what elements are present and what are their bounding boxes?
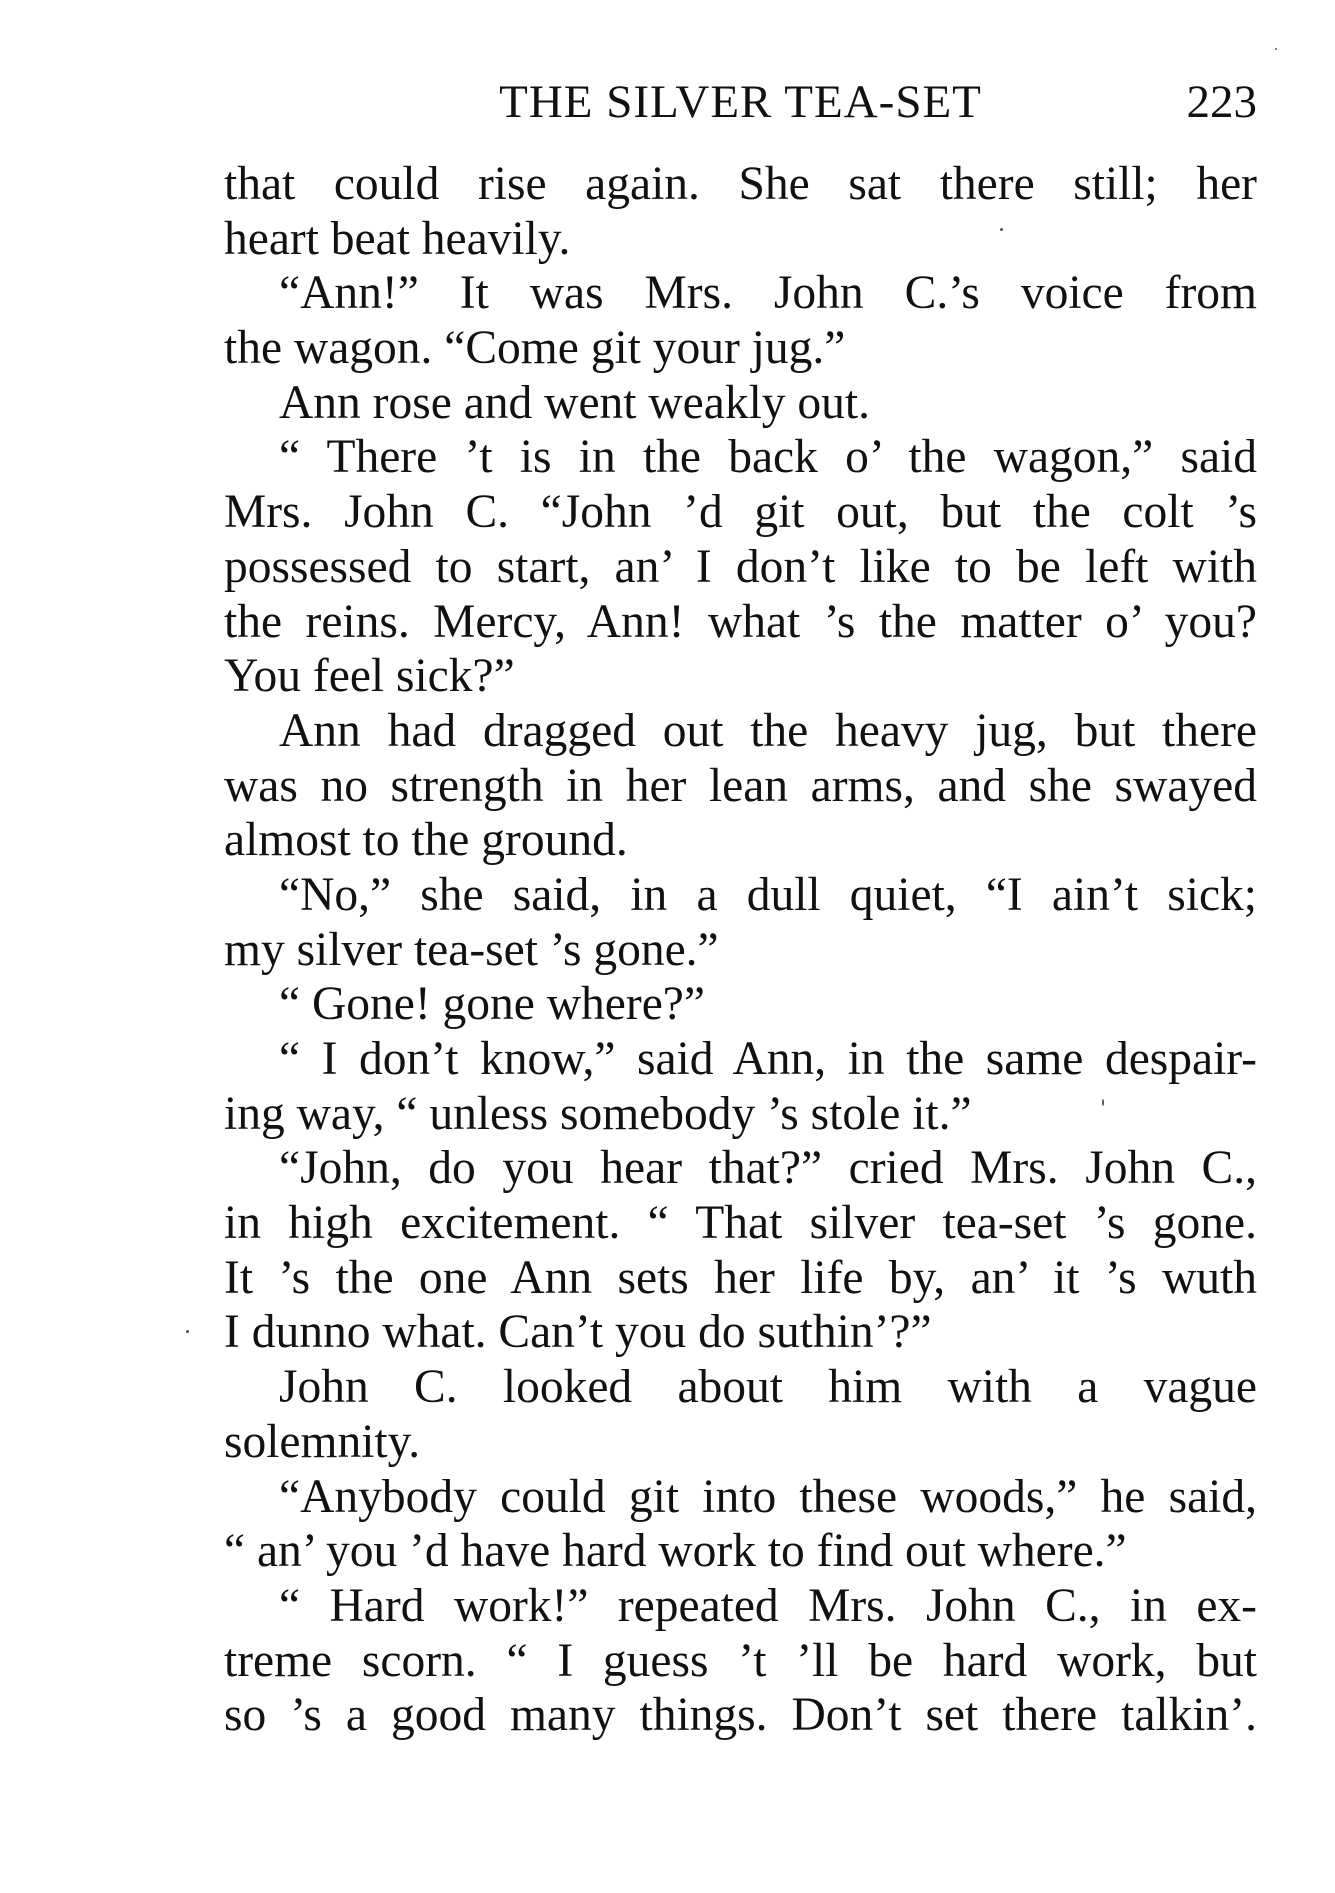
text-line: the reins. Mercy, Ann! what ’s the matter o’ you? (224, 595, 1257, 648)
text-line: Ann rose and went weakly out. (279, 376, 870, 429)
text-line: treme scorn. “ I guess ’t ’ll be hard work, but (224, 1634, 1257, 1687)
text-line: “ There ’t is in the back o’ the wagon,” said (279, 431, 1257, 484)
running-head (224, 72, 1257, 132)
text-line: “ Gone! gone where?” (279, 978, 705, 1031)
text-line: “ I don’t know,” said Ann, in the same despair- (279, 1033, 1257, 1085)
text-line: “Ann!” It was Mrs. John C.’s voice from (279, 267, 1257, 320)
body-text (224, 157, 1257, 1743)
page-number: 223 (1186, 76, 1257, 128)
text-line: “John, do you hear that?” cried Mrs. John C., (279, 1142, 1257, 1195)
text-line: “Anybody could git into these woods,” he said, (279, 1470, 1257, 1523)
text-line: solemnity. (224, 1415, 421, 1468)
print-speck (1275, 48, 1277, 50)
text-line: “No,” she said, in a dull quiet, “I ain’t sick; (279, 868, 1257, 921)
text-line: that could rise again. She sat there still; her (224, 158, 1257, 210)
text-line: my silver tea-set ’s gone.” (224, 923, 719, 976)
text-line: “ an’ you ’d have hard work to find out where.” (224, 1525, 1127, 1578)
text-line: You feel sick?” (224, 650, 515, 703)
text-line: Mrs. John C. “John ’d git out, but the colt ’s (224, 486, 1257, 539)
text-line: heart beat heavily. (224, 212, 571, 265)
text-line: in high excitement. “ That silver tea-set ’s gone. (224, 1197, 1257, 1250)
text-line: almost to the ground. (224, 814, 628, 867)
text-line: the wagon. “Come git your jug.” (224, 322, 846, 375)
text-line: John C. looked about him with a vague (279, 1361, 1257, 1414)
text-line: was no strength in her lean arms, and she swayed (224, 759, 1257, 812)
print-speck (1000, 228, 1003, 231)
text-line: Ann had dragged out the heavy jug, but there (279, 704, 1257, 757)
text-line: “ Hard work!” repeated Mrs. John C., in ex- (279, 1579, 1257, 1632)
print-speck (186, 1330, 189, 1333)
text-line: ing way, “ unless somebody ’s stole it.” (224, 1087, 972, 1140)
text-line: so ’s a good many things. Don’t set there talkin’. (224, 1689, 1257, 1742)
text-line: possessed to start, an’ I don’t like to be left with (224, 540, 1257, 593)
print-speck (1102, 1099, 1104, 1106)
text-line: I dunno what. Can’t you do suthin’?” (224, 1306, 932, 1359)
running-head-title: THE SILVER TEA-SET (499, 76, 982, 128)
text-line: It ’s the one Ann sets her life by, an’ it ’s wuth (224, 1251, 1257, 1304)
